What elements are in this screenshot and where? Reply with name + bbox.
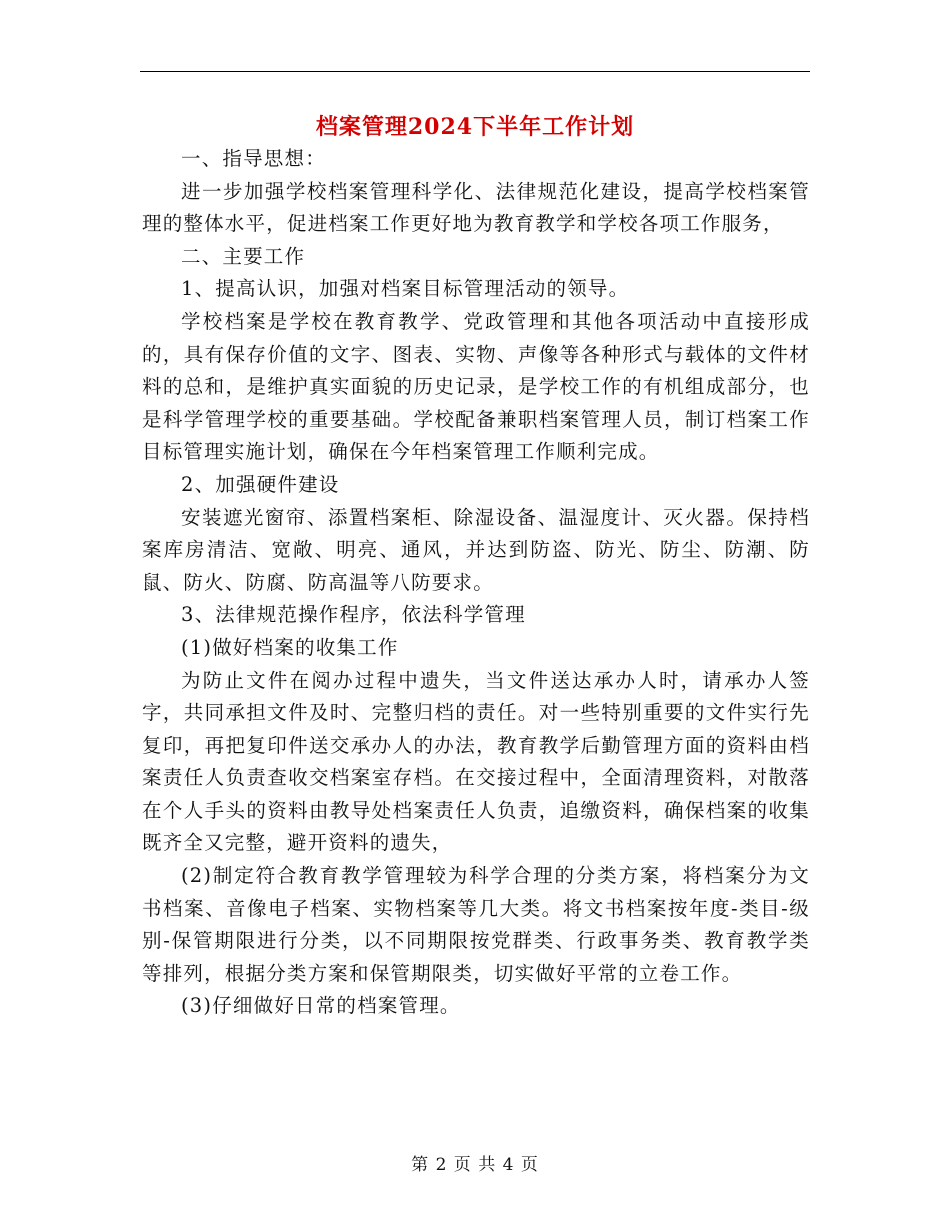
paragraph-collection: 为防止文件在阅办过程中遗失，当文件送达承办人时，请承办人签字，共同承担文件及时、完整归档的责任。对一些特别重要的文件实行先复印，再把复印件送交承办人的办法，教育教学后勤管理方面的资料由档案责任人负责查收交档案室存档。在交接过程中，全面清理资料，对散落在个人手头的资料由教导处档案责任人负责，追缴资料，确保档案的收集既齐全又完整，避开资料的遗失， bbox=[142, 668, 810, 855]
item-daily-management: (3)仔细做好日常的档案管理。 bbox=[181, 994, 461, 1018]
document-title: 档案管理2024下半年工作计划 bbox=[315, 114, 635, 140]
section-heading-guiding-ideology: 一、指导思想： bbox=[181, 147, 326, 170]
paragraph-guiding-ideology: 进一步加强学校档案管理科学化、法律规范化建设，提高学校档案管理的整体水平，促进档案工作更好地为教育教学和学校各项工作服务， bbox=[142, 179, 810, 236]
section-heading-main-work: 二、主要工作 bbox=[181, 244, 306, 268]
header-rule bbox=[140, 71, 810, 72]
paragraph-school-archives: 学校档案是学校在教育教学、党政管理和其他各项活动中直接形成的，具有保存价值的文字、图表、实物、声像等各种形式与载体的文件材料的总和，是维护真实面貌的历史记录，是学校工作的有机组成部分，也是科学管理学校的重要基础。学校配备兼职档案管理人员，制订档案工作目标管理实施计划，确保在今年档案管理工作顺利完成。 bbox=[142, 309, 810, 464]
page-number: 第 2 页 共 4 页 bbox=[411, 1155, 539, 1175]
item-collection-heading: (1)做好档案的收集工作 bbox=[181, 635, 399, 659]
subheading-hardware: 2、加强硬件建设 bbox=[181, 472, 340, 496]
item-classification: (2)制定符合教育教学管理较为科学合理的分类方案，将档案分为文书档案、音像电子档案、实物档案等几大类。将文书档案按年度-类目-级别-保管期限进行分类，以不同期限按党群类、行政事务类、教育教学类等排列，根据分类方案和保管期限类，切实做好平常的立卷工作。 bbox=[142, 864, 810, 985]
subheading-procedures: 3、法律规范操作程序，依法科学管理 bbox=[181, 603, 526, 627]
document-body bbox=[142, 143, 810, 1023]
paragraph-hardware: 安装遮光窗帘、添置档案柜、除湿设备、温湿度计、灭火器。保持档案库房清洁、宽敞、明亮、通风，并达到防盗、防光、防尘、防潮、防鼠、防火、防腐、防高温等八防要求。 bbox=[142, 505, 810, 594]
subheading-raise-awareness: 1、提高认识，加强对档案目标管理活动的领导。 bbox=[181, 277, 630, 301]
